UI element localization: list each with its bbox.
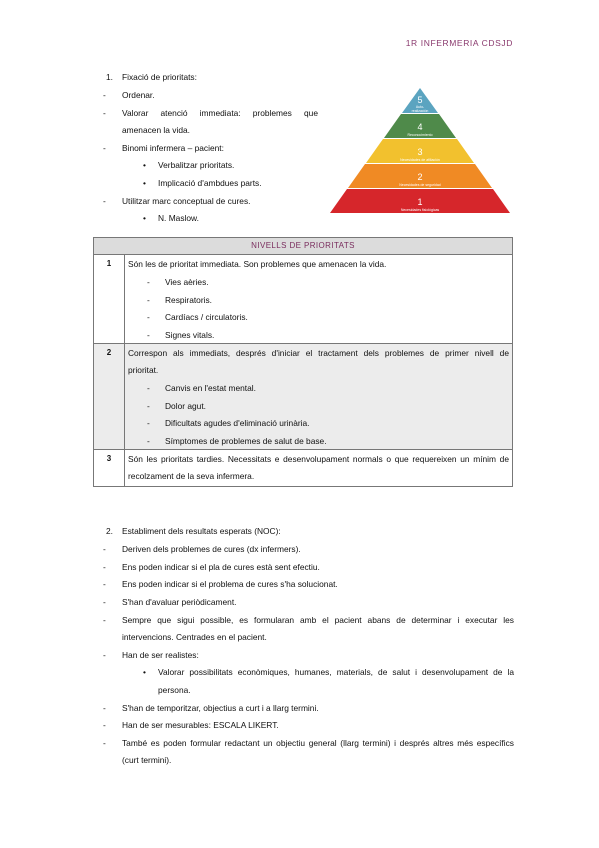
row-number: 3 (94, 450, 125, 487)
row-sub-item: Dolor agut. (165, 401, 206, 411)
bullet-marker: • (143, 160, 146, 170)
list-marker: - (103, 544, 106, 554)
bullet-marker: • (143, 213, 146, 223)
list-item: Valorar atenció immediata: problemes que (122, 108, 318, 118)
pyramid-level-3-label: Necesidades de afiliación (400, 158, 440, 162)
pyramid-level-1-num: 1 (417, 197, 423, 207)
list-item: S'han d'avaluar periòdicament. (122, 597, 237, 607)
row-sub-item: Cardíacs / circulatoris. (165, 312, 248, 322)
list-marker: - (103, 703, 106, 713)
list-item: Binomi infermera – pacient: (122, 143, 224, 153)
section-1-number: 1. (106, 72, 113, 82)
list-item: També es poden formular redactant un objectiu general (llarg termini) i després altres més específics (122, 738, 514, 748)
bullet-marker: • (143, 667, 146, 677)
list-marker: - (103, 90, 106, 100)
list-item: Ens poden indicar si el pla de cures està sent efectiu. (122, 562, 320, 572)
list-item: Han de ser mesurables: ESCALA LIKERT. (122, 720, 279, 730)
bullet-marker: • (143, 178, 146, 188)
list-item: Sempre que sigui possible, es formularan amb el pacient abans de determinar i executar les (122, 615, 514, 625)
list-marker: - (103, 196, 106, 206)
table-title: NIVELLS DE PRIORITATS (94, 238, 513, 255)
pyramid-level-4-label: Reconocimiento (407, 133, 433, 137)
list-item: Ens poden indicar si el problema de cures s'ha solucionat. (122, 579, 338, 589)
list-marker: - (103, 650, 106, 660)
priorities-table (93, 237, 513, 487)
list-item: Utilitzar marc conceptual de cures. (122, 196, 251, 206)
list-marker: - (103, 579, 106, 589)
row-sub-item: Signes vitals. (165, 330, 215, 340)
pyramid-level-1-label: Necesidades fisiológicas (400, 208, 440, 212)
list-marker: - (103, 597, 106, 607)
list-item-continuation: intervencions. Centrades en el pacient. (122, 632, 267, 642)
row-text-continuation: prioritat. (128, 365, 159, 375)
list-item-continuation: (curt termini). (122, 755, 172, 765)
list-marker: - (103, 562, 106, 572)
sub-list-item: Implicació d'ambdues parts. (158, 178, 262, 188)
document-header: 1R INFERMERIA CDSJD (405, 38, 513, 48)
list-item: Deriven dels problemes de cures (dx infermers). (122, 544, 301, 554)
sub-list-item: N. Maslow. (158, 213, 199, 223)
section-1-title: Fixació de prioritats: (122, 72, 197, 82)
row-sub-item: Canvis en l'estat mental. (165, 383, 256, 393)
list-marker: - (103, 143, 106, 153)
row-text: Són les prioritats tardies. Necessitats e desenvolupament normals o que requereixen un mínim de (128, 454, 509, 464)
pyramid-level-4-num: 4 (417, 122, 423, 132)
row-text-continuation: recolzament de la seva infermera. (128, 471, 255, 481)
maslow-pyramid-image (330, 88, 510, 213)
list-marker: - (103, 738, 106, 748)
list-item: S'han de temporitzar, objectius a curt i a llarg termini. (122, 703, 319, 713)
row-number: 2 (94, 344, 125, 450)
sub-list-item: Verbalitzar prioritats. (158, 160, 235, 170)
list-item-continuation: amenacen la vida. (122, 125, 190, 135)
list-item: Ordenar. (122, 90, 155, 100)
table-row: 2 Correspon als immediats, després d'iniciar el tractament dels problemes de primer nivell de prioritat. - Canvis en l'estat mental. - Dolor agut. - Dificultats agudes d'eliminació urinària. - Símptomes de problemes de salut de base. (94, 344, 513, 450)
list-item: Han de ser realistes: (122, 650, 199, 660)
section-2-title: Establiment dels resultats esperats (NOC): (122, 526, 281, 536)
list-marker: - (103, 720, 106, 730)
pyramid-level-3-num: 3 (417, 147, 423, 157)
sub-list-item-continuation: persona. (158, 685, 191, 695)
row-text: Són les de prioritat immediata. Son problemes que amenacen la vida. (128, 259, 387, 269)
row-sub-item: Vies aèries. (165, 277, 209, 287)
row-sub-item: Símptomes de problemes de salut de base. (165, 436, 327, 446)
sub-list-item: Valorar possibilitats econòmiques, humanes, materials, de salut i desenvolupament de la (158, 667, 514, 677)
table-row (94, 450, 513, 487)
list-marker: - (103, 108, 106, 118)
pyramid-level-5-num: 5 (417, 95, 423, 105)
list-marker: - (103, 615, 106, 625)
row-sub-item: Respiratoris. (165, 295, 213, 305)
row-text: Correspon als immediats, després d'iniciar el tractament dels problemes de primer nivell de (128, 348, 509, 358)
pyramid-level-2-num: 2 (417, 172, 423, 182)
pyramid-level-5-label: Auto-realización (411, 105, 429, 113)
table-row: 1 Són les de prioritat immediata. Son problemes que amenacen la vida. - Vies aèries. - Respiratoris. - Cardíacs / circulatoris. - Signes vitals. (94, 255, 513, 344)
row-sub-item: Dificultats agudes d'eliminació urinària. (165, 418, 310, 428)
section-2-number: 2. (106, 526, 113, 536)
row-number: 1 (94, 255, 125, 344)
pyramid-level-2-label: Necesidades de seguridad (399, 183, 441, 187)
